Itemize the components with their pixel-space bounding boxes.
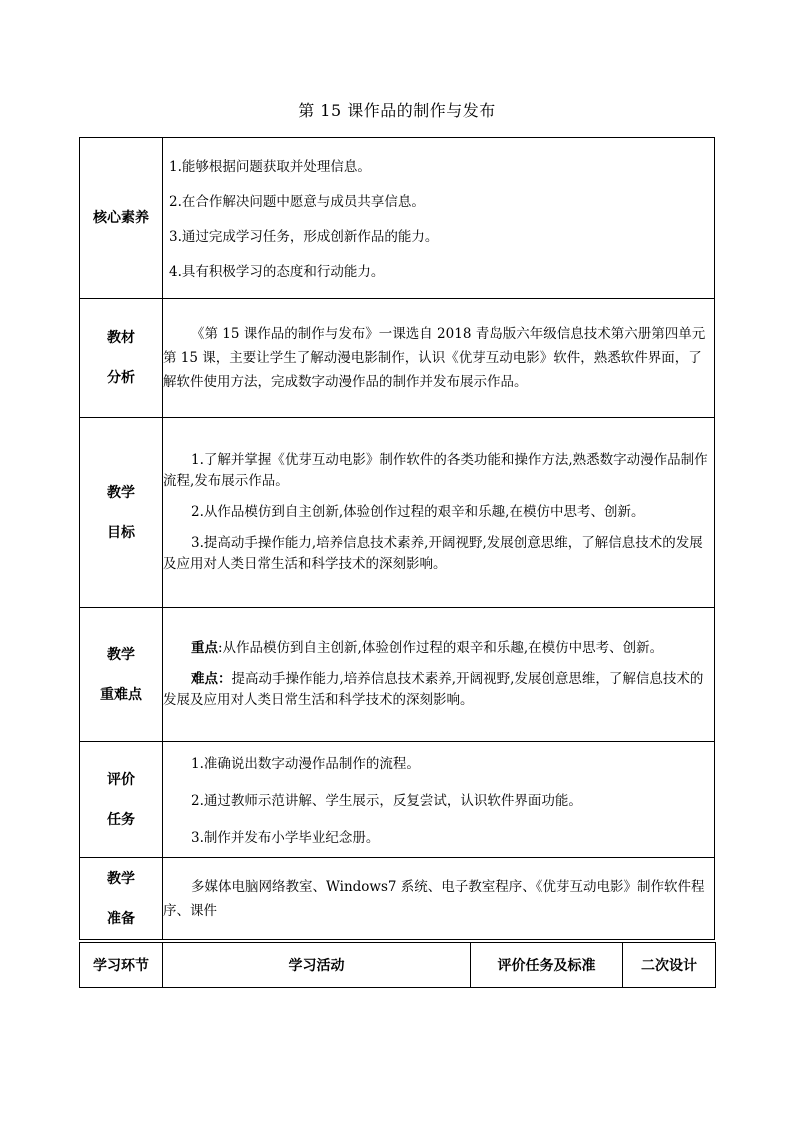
textbook-analysis-text: 《第 15 课作品的制作与发布》一课选自 2018 青岛版六年级信息技术第六册第四单元第 15 课，主要让学生了解动漫电影制作，认识《优芽互动电影》软件，熟悉软件界面，了解软件使用方法，完成数字动漫作品的制作并发布展示作品。 [163,326,706,390]
textbook-analysis-row [80,299,715,418]
core-literacy-row [80,138,715,299]
key-difficult-points-content [163,608,715,742]
teaching-goals-row [80,418,715,608]
column-learning-activity: 学习活动 [163,943,471,988]
goal-item-3: 3.提高动手操作能力,培养信息技术素养,开阔视野,发展创意思维，了解信息技术的发展及应用对人类日常生活和科学技术的深刻影响。 [163,535,703,572]
core-item-3: 3.通过完成学习任务，形成创新作品的能力。 [169,228,439,245]
core-literacy-label: 核心素养 [80,138,163,299]
difficult-point [163,669,714,711]
teaching-goals-content [163,418,715,608]
difficult-point-text: 提高动手操作能力,培养信息技术素养,开阔视野,发展创意思维，了解信息技术的发展及应用对人类日常生活和科学技术的深刻影响。 [163,671,704,708]
key-point-label: 重点 [191,640,218,656]
column-learning-stage: 学习环节 [80,943,163,988]
core-item-1: 1.能够根据问题获取并处理信息。 [169,158,371,175]
textbook-analysis-label: 教材 分析 [80,299,163,418]
teaching-preparation-label: 教学 准备 [80,858,163,940]
evaluation-tasks-content [163,742,715,858]
activity-header-row [80,943,716,988]
core-literacy-content [163,138,715,299]
evaluation-tasks-row [80,742,715,858]
teaching-preparation-content [163,858,715,940]
activity-header-table [79,942,716,988]
goal-item-2: 2.从作品模仿到自主创新,体验创作过程的艰辛和乐趣,在模仿中思考、创新。 [191,504,645,520]
evaluation-item-2: 2.通过教师示范讲解、学生展示，反复尝试，认识软件界面功能。 [191,792,582,809]
evaluation-tasks-label: 评价 任务 [80,742,163,858]
lesson-plan-table [79,137,715,940]
teaching-goals-label: 教学 目标 [80,418,163,608]
key-point [163,638,714,659]
evaluation-item-3: 3.制作并发布小学毕业纪念册。 [191,829,380,846]
teaching-preparation-row [80,858,715,940]
difficult-point-label: 难点： [191,671,232,687]
key-difficult-points-row [80,608,715,742]
column-evaluation-criteria: 评价任务及标准 [471,943,623,988]
evaluation-item-1: 1.准确说出数字动漫作品制作的流程。 [191,755,420,772]
core-item-2: 2.在合作解决问题中愿意与成员共享信息。 [169,193,425,210]
page-title: 第 15 课作品的制作与发布 [298,101,496,120]
goal-item-1: 1.了解并掌握《优芽互动电影》制作软件的各类功能和操作方法,熟悉数字动漫作品制作流程,发布展示作品。 [163,452,708,489]
key-difficult-points-label: 教学 重难点 [80,608,163,742]
core-item-4: 4.具有积极学习的态度和行动能力。 [169,263,385,280]
teaching-preparation-text: 多媒体电脑网络教室、Windows7 系统、电子教室程序、《优芽互动电影》制作软件程序、课件 [163,878,705,919]
column-second-design: 二次设计 [623,943,716,988]
textbook-analysis-content [163,299,715,418]
key-point-text: :从作品模仿到自主创新,体验创作过程的艰辛和乐趣,在模仿中思考、创新。 [218,640,664,656]
